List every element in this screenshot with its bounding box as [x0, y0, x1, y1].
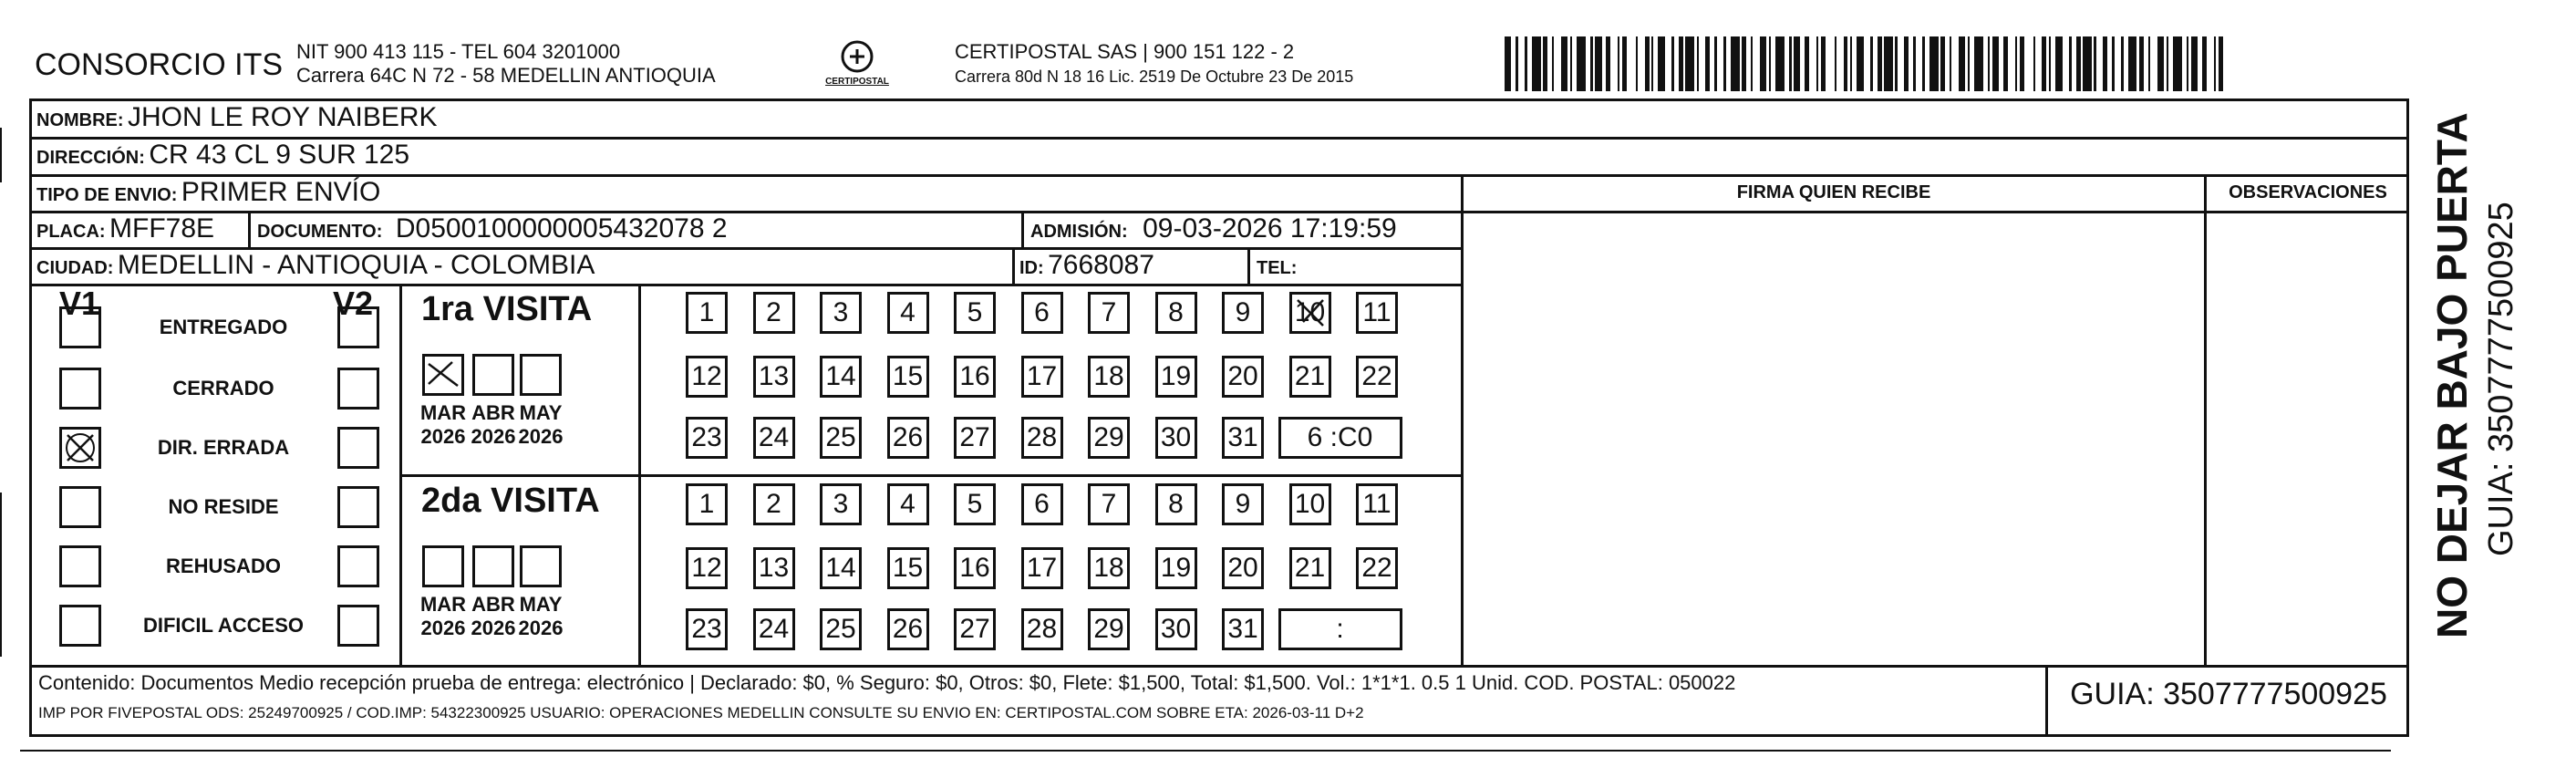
month-label: ABR: [471, 593, 515, 616]
day-box[interactable]: [1021, 356, 1063, 398]
day-box[interactable]: [820, 292, 862, 334]
v1-checkbox[interactable]: [59, 368, 101, 410]
month-year-label: [513, 401, 568, 449]
day-box[interactable]: [1088, 417, 1130, 459]
day-box[interactable]: [1088, 483, 1130, 525]
day-number: 26: [892, 422, 924, 452]
left-rule-bottom: [0, 493, 2, 657]
barcode-bar: [2096, 36, 2103, 91]
barcode-bar: [2219, 36, 2223, 91]
company-nit: NIT 900 413 115 - TEL 604 3201000: [296, 40, 621, 63]
day-number: 24: [758, 422, 790, 452]
month-checkbox[interactable]: [472, 545, 514, 587]
day-box[interactable]: [1088, 356, 1130, 398]
day-box[interactable]: [1289, 483, 1331, 525]
day-box[interactable]: [1155, 356, 1197, 398]
barcode-bar: [1554, 36, 1560, 91]
day-box[interactable]: [753, 547, 795, 589]
day-number: 2: [766, 297, 781, 327]
day-number: 27: [959, 422, 990, 452]
barcode-bar: [2207, 36, 2213, 91]
time-box[interactable]: [1278, 417, 1402, 459]
day-box[interactable]: [1356, 483, 1398, 525]
barcode-bar: [2150, 36, 2157, 91]
day-number: 25: [825, 614, 856, 644]
barcode-bar: [2173, 36, 2182, 91]
day-number: 11: [1362, 489, 1391, 519]
barcode-bar: [1916, 36, 1922, 91]
company-address: Carrera 64C N 72 - 58 MEDELLIN ANTIOQUIA: [296, 64, 716, 87]
day-number: 13: [758, 553, 790, 583]
documento-value: D0500100000005432078 2: [395, 213, 728, 244]
day-box[interactable]: [820, 547, 862, 589]
barcode-bar: [1864, 36, 1870, 91]
day-number: 28: [1026, 422, 1058, 452]
left-rule-top: [0, 128, 2, 182]
v2-checkbox[interactable]: [337, 486, 379, 528]
status-label: REHUSADO: [166, 555, 281, 577]
barcode-bar: [1809, 36, 1816, 91]
barcode-bar: [2024, 36, 2033, 91]
direccion-value: CR 43 CL 9 SUR 125: [149, 140, 410, 170]
month-year-label: [416, 593, 471, 640]
day-box[interactable]: [954, 292, 996, 334]
side-warning: NO DEJAR BAJO PUERTA: [2428, 112, 2476, 638]
day-number: 13: [758, 361, 790, 391]
day-box[interactable]: [1021, 547, 1063, 589]
day-box[interactable]: [1222, 356, 1264, 398]
year-label: 2026: [471, 425, 516, 448]
barcode-bar: [1794, 36, 1800, 91]
barcode-bar: [2035, 36, 2042, 91]
barcode-bar: [2115, 36, 2121, 91]
day-number: 26: [892, 614, 924, 644]
day-number: 22: [1361, 553, 1392, 583]
barcode-bar: [1898, 36, 1904, 91]
visit2-title: 2da VISITA: [421, 482, 600, 520]
barcode-bar: [2063, 36, 2069, 91]
day-number: 11: [1362, 297, 1391, 327]
month-year-label: [466, 401, 521, 449]
v1-checkbox[interactable]: [59, 605, 101, 647]
day-number: 18: [1093, 361, 1124, 391]
logo-text: CERTIPOSTAL: [825, 77, 889, 87]
footer-guia: GUIA: 3507777500925: [2070, 677, 2387, 711]
day-box[interactable]: [753, 292, 795, 334]
day-box[interactable]: [1289, 547, 1331, 589]
v2-checkbox[interactable]: [337, 427, 379, 469]
day-box[interactable]: [887, 483, 929, 525]
barcode-bar: [2055, 36, 2062, 91]
day-box[interactable]: [954, 417, 996, 459]
day-number: 4: [900, 297, 916, 327]
day-number: 5: [967, 297, 983, 327]
id-value: 7668087: [1048, 250, 1154, 280]
barcode-bar: [1826, 36, 1835, 91]
ciudad-row: [36, 250, 595, 281]
day-number: 17: [1026, 553, 1058, 583]
day-box[interactable]: [1021, 292, 1063, 334]
day-number: 10: [1294, 297, 1326, 327]
barcode-bar: [1595, 36, 1601, 91]
day-number: 21: [1294, 361, 1326, 391]
ciudad-label: CIUDAD:: [36, 258, 114, 278]
day-box[interactable]: [686, 608, 728, 650]
day-number: 17: [1026, 361, 1058, 391]
barcode-bar: [1561, 36, 1567, 91]
day-number: 16: [959, 553, 990, 583]
barcode-bar: [1685, 36, 1694, 91]
bottom-rule: [20, 750, 2391, 752]
day-box[interactable]: [686, 417, 728, 459]
year-label: 2026: [420, 425, 466, 448]
day-box[interactable]: [1356, 356, 1398, 398]
admision-row: [1030, 213, 1397, 244]
day-number: 12: [691, 553, 722, 583]
admision-label: ADMISIÓN:: [1030, 222, 1128, 242]
day-number: 25: [825, 422, 856, 452]
day-box[interactable]: [1021, 608, 1063, 650]
day-number: 8: [1168, 297, 1184, 327]
barcode-bar: [1658, 36, 1664, 91]
status-label: CERRADO: [172, 377, 274, 399]
placa-value: MFF78E: [109, 213, 215, 244]
barcode-bar: [1836, 36, 1843, 91]
day-number: 6: [1034, 489, 1050, 519]
barcode-bar: [1884, 36, 1893, 91]
barcode-bar: [1717, 36, 1723, 91]
barcode-bar: [1610, 36, 1617, 91]
tel-label: TEL:: [1257, 258, 1298, 278]
day-number: 1: [698, 297, 715, 327]
day-box[interactable]: [1021, 483, 1063, 525]
day-number: 12: [691, 361, 722, 391]
day-box[interactable]: [1155, 608, 1197, 650]
day-box[interactable]: [887, 292, 929, 334]
footer-content: Contenido: Documentos Medio recepción prueba de entrega: electrónico | Declarado: $0, % Seguro: $0, Otros: $0, Flete: $1,500, Total: $1,500. Vol.: 1*1*1. 0.5 1 Unid. COD. POSTAL: 050022: [38, 671, 1736, 694]
day-box[interactable]: [954, 608, 996, 650]
barcode-bar: [1760, 36, 1766, 91]
v1-checkbox[interactable]: [59, 545, 101, 587]
day-box[interactable]: [686, 356, 728, 398]
id-label: ID:: [1019, 258, 1044, 278]
day-box[interactable]: [686, 292, 728, 334]
day-number: 20: [1227, 553, 1258, 583]
status-label: DIR. ERRADA: [157, 436, 290, 459]
direccion-label: DIRECCIÓN:: [36, 148, 145, 168]
v2-checkbox[interactable]: [337, 545, 379, 587]
day-number: 1: [698, 489, 715, 519]
day-number: 19: [1160, 361, 1192, 391]
year-label: 2026: [518, 425, 564, 448]
month-checkbox[interactable]: [520, 354, 562, 396]
day-box[interactable]: [753, 608, 795, 650]
v2-label: V2: [333, 285, 374, 322]
day-number: 4: [900, 489, 916, 519]
v2-checkbox[interactable]: [337, 368, 379, 410]
day-number: 20: [1227, 361, 1258, 391]
month-label: MAY: [519, 593, 563, 616]
day-number: 9: [1235, 489, 1251, 519]
day-box[interactable]: [686, 547, 728, 589]
day-box[interactable]: [753, 483, 795, 525]
barcode-bar: [1857, 36, 1863, 91]
day-number: 14: [825, 361, 856, 391]
day-number: 30: [1160, 614, 1192, 644]
barcode-bar: [1929, 36, 1939, 91]
day-box[interactable]: [820, 608, 862, 650]
day-number: 8: [1168, 489, 1184, 519]
day-number: 19: [1160, 553, 1192, 583]
day-number: 18: [1093, 553, 1124, 583]
documento-row: [257, 213, 728, 244]
day-number: 7: [1101, 297, 1117, 327]
month-year-label: [416, 401, 471, 449]
barcode-bar: [2083, 36, 2092, 91]
status-label: DIFICIL ACCESO: [142, 614, 304, 637]
v1-checkbox[interactable]: [59, 486, 101, 528]
barcode-bar: [1505, 36, 1511, 91]
day-box[interactable]: [1155, 417, 1197, 459]
direccion-row: [36, 140, 409, 171]
barcode-bar: [2128, 36, 2137, 91]
barcode-bar: [2191, 36, 2198, 91]
day-box[interactable]: [954, 483, 996, 525]
day-number: 6: [1034, 297, 1050, 327]
day-box[interactable]: [1356, 292, 1398, 334]
day-number: 28: [1026, 614, 1058, 644]
day-box[interactable]: [753, 356, 795, 398]
day-box[interactable]: [1222, 608, 1264, 650]
day-box[interactable]: [1155, 292, 1197, 334]
firma-header: FIRMA QUIEN RECIBE: [1736, 182, 1931, 202]
day-box[interactable]: [887, 356, 929, 398]
day-box[interactable]: [887, 608, 929, 650]
nombre-row: [36, 102, 438, 133]
day-number: 29: [1093, 614, 1124, 644]
time-value: 6 :C0: [1307, 422, 1373, 452]
time-box[interactable]: [1278, 608, 1402, 650]
year-label: 2026: [471, 617, 516, 639]
month-checkbox[interactable]: [472, 354, 514, 396]
x-mark-icon: [62, 430, 98, 466]
day-box[interactable]: [753, 417, 795, 459]
day-number: 24: [758, 614, 790, 644]
day-box[interactable]: [1088, 547, 1130, 589]
check-mark-icon: [425, 357, 461, 393]
barcode-bar: [1959, 36, 1965, 91]
day-number: 7: [1101, 489, 1117, 519]
day-number: 23: [691, 614, 722, 644]
day-number: 14: [825, 553, 856, 583]
v1-checkbox[interactable]: [59, 306, 101, 348]
day-box[interactable]: [820, 356, 862, 398]
month-year-label: [466, 593, 521, 640]
status-label: NO RESIDE: [168, 495, 279, 518]
barcode-bar: [2008, 36, 2014, 91]
status-label: ENTREGADO: [159, 316, 288, 338]
barcode-bar: [1992, 36, 1999, 91]
day-number: 3: [833, 489, 849, 519]
barcode-bar: [1638, 36, 1644, 91]
barcode-bar: [1577, 36, 1586, 91]
barcode-bar: [2157, 36, 2164, 91]
day-box[interactable]: [887, 547, 929, 589]
tipo-envio-row: [36, 177, 380, 208]
courier-address: Carrera 80d N 18 16 Lic. 2519 De Octubre 23 De 2015: [955, 67, 1354, 86]
day-number: 29: [1093, 422, 1124, 452]
day-box[interactable]: [1088, 292, 1130, 334]
day-box[interactable]: [1222, 417, 1264, 459]
month-year-label: [513, 593, 568, 640]
month-checkbox[interactable]: [422, 354, 464, 396]
day-box[interactable]: [1155, 483, 1197, 525]
day-box[interactable]: [1356, 547, 1398, 589]
day-number: 5: [967, 489, 983, 519]
month-checkbox[interactable]: [422, 545, 464, 587]
day-number: 15: [892, 553, 924, 583]
day-number: 9: [1235, 297, 1251, 327]
day-number: 27: [959, 614, 990, 644]
month-label: ABR: [471, 401, 515, 424]
day-number: 31: [1227, 422, 1258, 452]
day-box[interactable]: [1222, 292, 1264, 334]
v2-checkbox[interactable]: [337, 306, 379, 348]
day-box[interactable]: [820, 483, 862, 525]
month-label: MAR: [419, 593, 467, 616]
barcode-bar: [1699, 36, 1705, 91]
tel-row: [1257, 250, 1297, 281]
month-label: MAR: [419, 401, 467, 424]
barcode-bar: [1775, 36, 1785, 91]
id-row: [1019, 250, 1154, 281]
day-box[interactable]: [1222, 547, 1264, 589]
day-number: 23: [691, 422, 722, 452]
v1-checkbox[interactable]: [59, 427, 101, 469]
day-box[interactable]: [1021, 417, 1063, 459]
day-box[interactable]: [954, 356, 996, 398]
footer-imp: IMP POR FIVEPOSTAL ODS: 25249700925 / COD.IMP: 54322300925 USUARIO: OPERACIONES MEDELLIN CONSULTE SU ENVIO EN: CERTIPOSTAL.COM SOBRE ETA: 2026-03-11 D+2: [38, 704, 1364, 721]
placa-row: [36, 213, 214, 244]
year-label: 2026: [518, 617, 564, 639]
barcode-bar: [1665, 36, 1671, 91]
side-guia: GUIA: 3507777500925: [2482, 202, 2520, 556]
day-box[interactable]: [1289, 292, 1331, 334]
day-box[interactable]: [1222, 483, 1264, 525]
barcode-bar: [1974, 36, 1983, 91]
tipo-envio-label: TIPO DE ENVIO:: [36, 185, 178, 205]
barcode-bar: [1532, 36, 1541, 91]
documento-label: DOCUMENTO:: [257, 222, 383, 242]
day-box[interactable]: [1155, 547, 1197, 589]
admision-value: 09-03-2026 17:19:59: [1143, 213, 1397, 244]
observaciones-header: OBSERVACIONES: [2229, 182, 2387, 202]
barcode-bar: [1951, 36, 1958, 91]
ciudad-value: MEDELLIN - ANTIOQUIA - COLOMBIA: [117, 250, 595, 280]
day-box[interactable]: [1289, 356, 1331, 398]
month-checkbox[interactable]: [520, 545, 562, 587]
nombre-label: NOMBRE:: [36, 110, 124, 130]
nombre-value: JHON LE ROY NAIBERK: [128, 102, 438, 132]
year-label: 2026: [420, 617, 466, 639]
placa-label: PLACA:: [36, 222, 106, 242]
month-label: MAY: [519, 401, 563, 424]
v2-checkbox[interactable]: [337, 605, 379, 647]
day-number: 10: [1294, 489, 1326, 519]
day-box[interactable]: [954, 547, 996, 589]
day-number: 22: [1361, 361, 1392, 391]
day-box[interactable]: [820, 417, 862, 459]
v1-label: V1: [59, 285, 100, 322]
tipo-envio-value: PRIMER ENVÍO: [181, 177, 381, 207]
visit1-title: 1ra VISITA: [421, 290, 593, 328]
day-number: 16: [959, 361, 990, 391]
day-number: 3: [833, 297, 849, 327]
x-mark-icon: [1292, 295, 1329, 331]
certipostal-logo: [825, 36, 889, 96]
company-name: CONSORCIO ITS: [35, 47, 284, 82]
day-number: 30: [1160, 422, 1192, 452]
barcode-bar: [1518, 36, 1525, 91]
barcode: [1505, 36, 2225, 91]
day-number: 31: [1227, 614, 1258, 644]
day-box[interactable]: [686, 483, 728, 525]
day-number: 21: [1294, 553, 1326, 583]
day-number: 15: [892, 361, 924, 391]
time-value: :: [1336, 614, 1344, 644]
day-number: 2: [766, 489, 781, 519]
courier-name: CERTIPOSTAL SAS | 900 151 122 - 2: [955, 40, 1295, 63]
barcode-bar: [1627, 36, 1636, 91]
day-box[interactable]: [887, 417, 929, 459]
day-box[interactable]: [1088, 608, 1130, 650]
barcode-bar: [1731, 36, 1740, 91]
barcode-bar: [1753, 36, 1759, 91]
